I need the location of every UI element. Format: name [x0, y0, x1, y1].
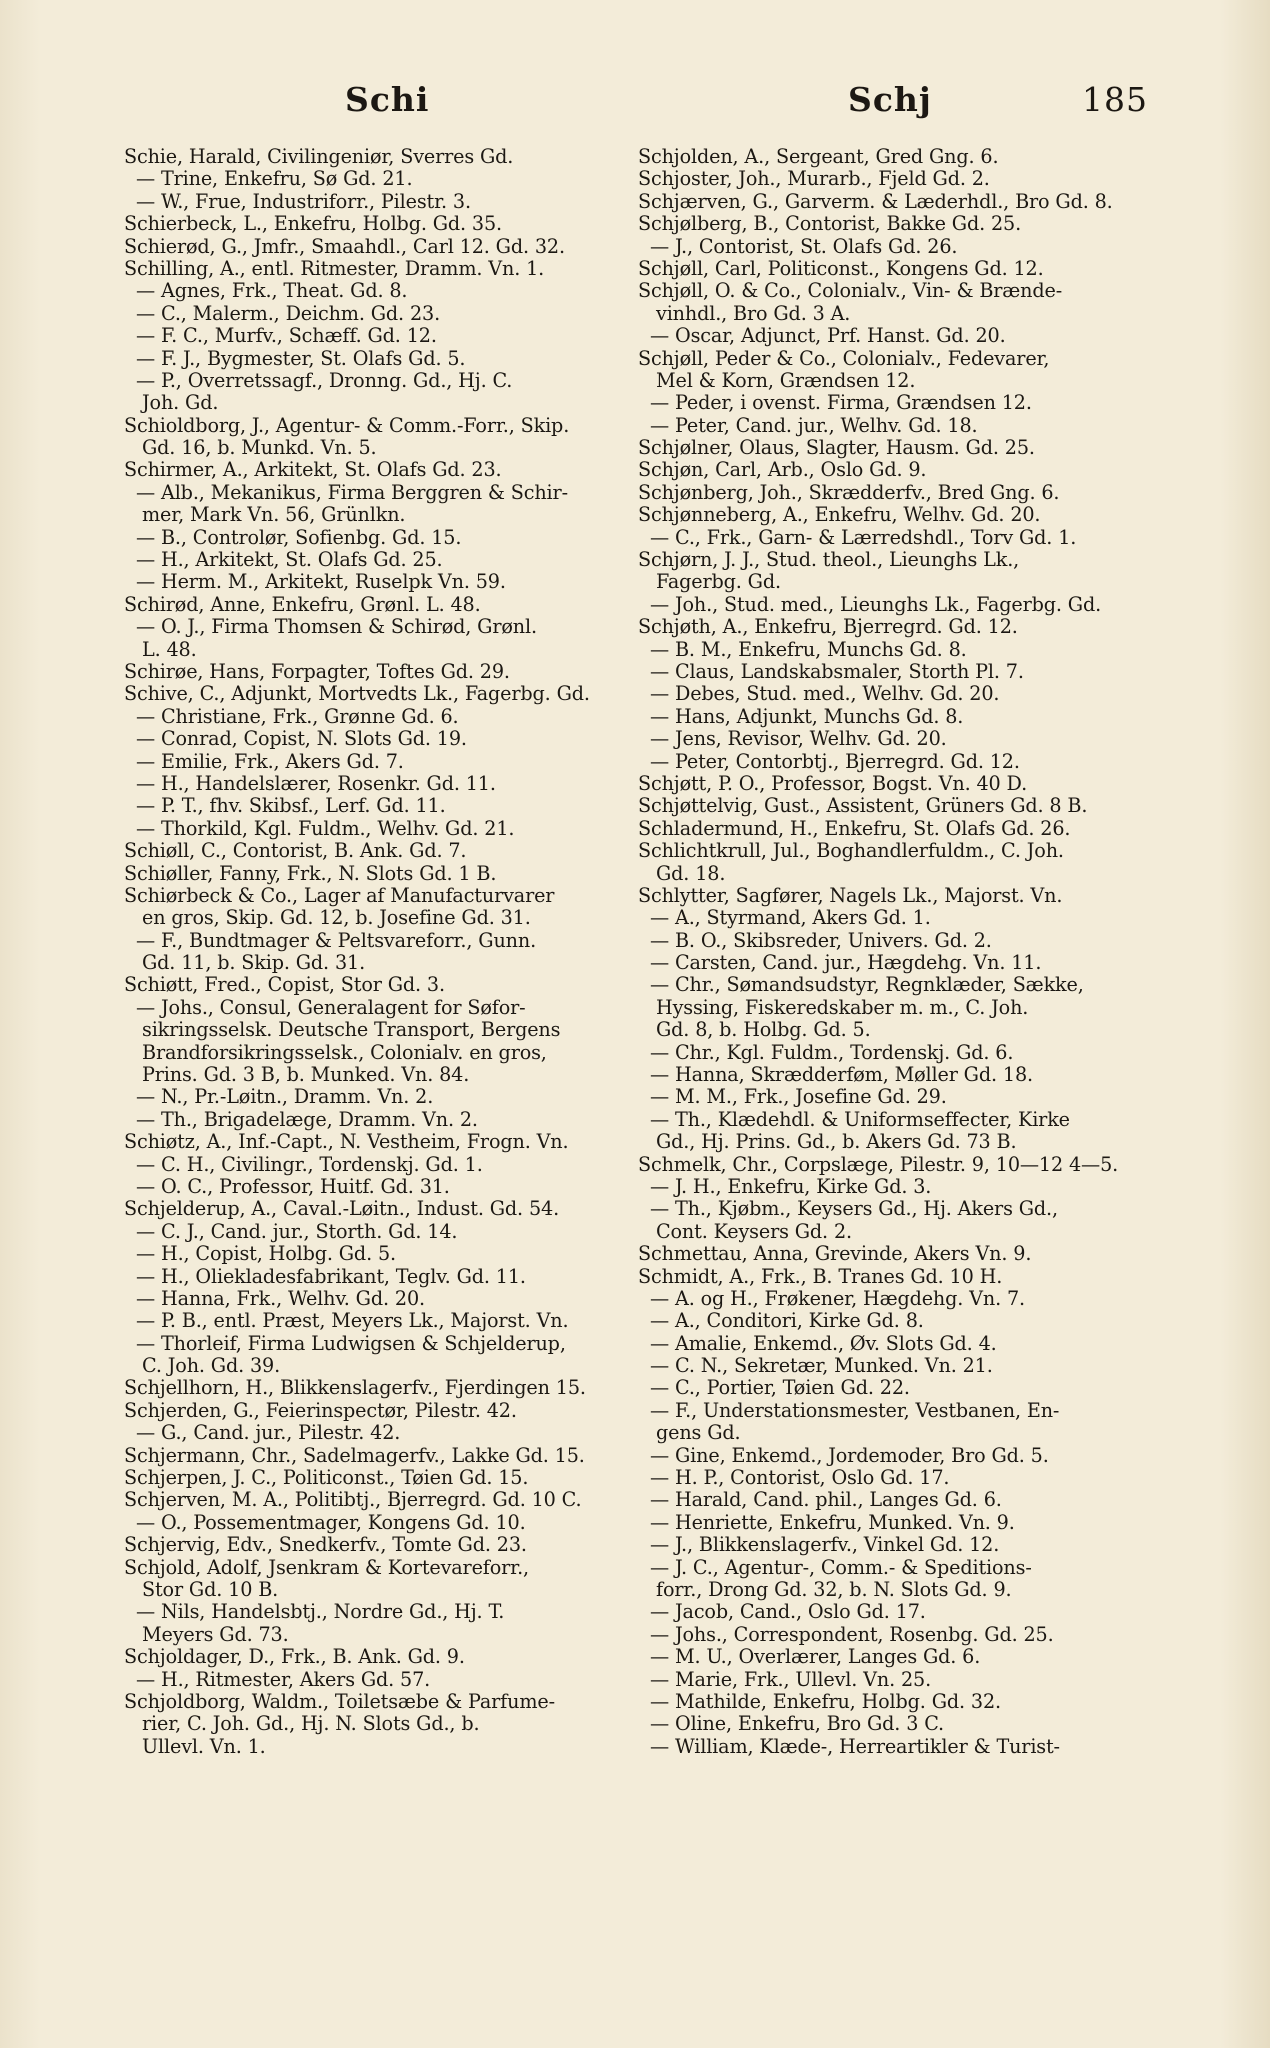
directory-subentry: — Chr., Sømandsudstyr, Regnklæder, Sække,	[650, 974, 1084, 997]
directory-entry: Schiørbeck & Co., Lager af Manufacturvarer	[124, 884, 555, 907]
directory-subentry: — Hanna, Frk., Welhv. Gd. 20.	[136, 1287, 425, 1310]
directory-subentry: — Chr., Kgl. Fuldm., Tordenskj. Gd. 6.	[650, 1041, 1014, 1064]
directory-continuation-line: Gd. 18.	[656, 862, 726, 885]
directory-entry: Schjøttelvig, Gust., Assistent, Grüners Gd. 8 B.	[638, 795, 1088, 818]
directory-entry: Schierbeck, L., Enkefru, Holbg. Gd. 35.	[124, 213, 502, 236]
directory-entry: Schlytter, Sagfører, Nagels Lk., Majorst. Vn.	[638, 884, 1063, 907]
directory-subentry: — H. P., Contorist, Oslo Gd. 17.	[650, 1467, 950, 1490]
directory-continuation-line: Hyssing, Fiskeredskaber m. m., C. Joh.	[656, 996, 1029, 1019]
directory-entry: Schjølner, Olaus, Slagter, Hausm. Gd. 25.	[638, 437, 1035, 460]
directory-subentry: — Th., Brigadelæge, Dramm. Vn. 2.	[136, 1108, 478, 1131]
directory-continuation-line: Ullevl. Vn. 1.	[142, 1735, 266, 1758]
directory-subentry: — Peter, Cand. jur., Welhv. Gd. 18.	[650, 414, 978, 437]
directory-subentry: — P. B., entl. Præst, Meyers Lk., Majorst. Vn.	[136, 1310, 569, 1333]
directory-subentry: — Herm. M., Arkitekt, Ruselpk Vn. 59.	[136, 571, 506, 594]
directory-subentry: — Jens, Revisor, Welhv. Gd. 20.	[650, 728, 947, 751]
directory-entry: Schjelderup, A., Caval.-Løitn., Indust. Gd. 54.	[124, 1198, 560, 1221]
directory-entry: Schjønberg, Joh., Skrædderfv., Bred Gng. 6.	[638, 481, 1060, 504]
directory-subentry: — C., Malerm., Deichm. Gd. 23.	[136, 302, 441, 325]
directory-subentry: — C., Portier, Tøien Gd. 22.	[650, 1377, 910, 1400]
directory-entry: Schjørn, J. J., Stud. theol., Lieunghs Lk.,	[638, 549, 1020, 572]
directory-subentry: — Claus, Landskabsmaler, Storth Pl. 7.	[650, 660, 1024, 683]
directory-subentry: — H., Handelslærer, Rosenkr. Gd. 11.	[136, 772, 496, 795]
directory-subentry: — C. N., Sekretær, Munked. Vn. 21.	[650, 1355, 993, 1378]
directory-subentry: — Johs., Consul, Generalagent for Søfor-	[136, 996, 526, 1019]
running-head-left: Schi	[345, 80, 430, 119]
directory-entry: Schirmer, A., Arkitekt, St. Olafs Gd. 23.	[124, 459, 502, 482]
directory-subentry: — A. og H., Frøkener, Hægdehg. Vn. 7.	[650, 1287, 1025, 1310]
directory-subentry: — H., Oliekladesfabrikant, Teglv. Gd. 11.	[136, 1265, 526, 1288]
directory-subentry: — F., Understationsmester, Vestbanen, En-	[650, 1399, 1060, 1422]
directory-continuation-line: Prins. Gd. 3 B, b. Munked. Vn. 84.	[142, 1064, 470, 1087]
directory-subentry: — F., Bundtmager & Peltsvareforr., Gunn.	[136, 929, 537, 952]
directory-entry: Schierød, G., Jmfr., Smaahdl., Carl 12. Gd. 32.	[124, 235, 565, 258]
directory-continuation-line: Joh. Gd.	[142, 392, 219, 415]
directory-continuation-line: C. Joh. Gd. 39.	[142, 1355, 281, 1378]
directory-subentry: — Marie, Frk., Ullevl. Vn. 25.	[650, 1668, 932, 1691]
directory-continuation-line: en gros, Skip. Gd. 12, b. Josefine Gd. 31.	[142, 907, 531, 930]
directory-entry: Schmettau, Anna, Grevinde, Akers Vn. 9.	[638, 1243, 1032, 1266]
directory-subentry: — J., Blikkenslagerfv., Vinkel Gd. 12.	[650, 1534, 1000, 1557]
directory-entry: Schjølberg, B., Contorist, Bakke Gd. 25.	[638, 213, 1022, 236]
directory-entry: Schjerven, M. A., Politibtj., Bjerregrd. Gd. 10 C.	[124, 1489, 582, 1512]
directory-subentry: — F. J., Bygmester, St. Olafs Gd. 5.	[136, 347, 466, 370]
directory-subentry: — M. U., Overlærer, Langes Gd. 6.	[650, 1646, 981, 1669]
directory-subentry: — Debes, Stud. med., Welhv. Gd. 20.	[650, 683, 1000, 706]
directory-entry: Schjolden, A., Sergeant, Gred Gng. 6.	[638, 146, 999, 168]
directory-subentry: — C. H., Civilingr., Tordenskj. Gd. 1.	[136, 1153, 483, 1176]
directory-subentry: — P., Overretssagf., Dronng. Gd., Hj. C.	[136, 369, 513, 392]
directory-subentry: — Joh., Stud. med., Lieunghs Lk., Fagerbg. Gd.	[650, 593, 1102, 616]
directory-continuation-line: Cont. Keysers Gd. 2.	[656, 1220, 852, 1243]
directory-entry: Schjøll, O. & Co., Colonialv., Vin- & Brænde-	[638, 280, 1063, 303]
directory-subentry: — Hans, Adjunkt, Munchs Gd. 8.	[650, 705, 964, 728]
directory-subentry: — A., Styrmand, Akers Gd. 1.	[650, 907, 931, 930]
directory-entry: Schjermann, Chr., Sadelmagerfv., Lakke Gd. 15.	[124, 1444, 585, 1467]
directory-continuation-line: Mel & Korn, Grændsen 12.	[656, 369, 916, 392]
directory-subentry: — A., Conditori, Kirke Gd. 8.	[650, 1310, 924, 1333]
directory-continuation-line: sikringsselsk. Deutsche Transport, Bergens	[142, 1019, 561, 1042]
directory-subentry: — Trine, Enkefru, Sø Gd. 21.	[136, 168, 413, 191]
directory-subentry: — B. O., Skibsreder, Univers. Gd. 2.	[650, 929, 992, 952]
directory-entry: Schiøll, C., Contorist, B. Ank. Gd. 7.	[124, 840, 467, 863]
directory-entry: Schjønneberg, A., Enkefru, Welhv. Gd. 20.	[638, 504, 1041, 527]
directory-subentry: — G., Cand. jur., Pilestr. 42.	[136, 1422, 401, 1445]
directory-entry: Schladermund, H., Enkefru, St. Olafs Gd. 26.	[638, 817, 1071, 840]
directory-continuation-line: Gd., Hj. Prins. Gd., b. Akers Gd. 73 B.	[656, 1131, 1017, 1154]
directory-subentry: — W., Frue, Industriforr., Pilestr. 3.	[136, 190, 471, 213]
directory-subentry: — Th., Klædehdl. & Uniformseffecter, Kirke	[650, 1108, 1070, 1131]
directory-entry: Schioldborg, J., Agentur- & Comm.-Forr., Skip.	[124, 414, 570, 437]
directory-entry: Schjøn, Carl, Arb., Oslo Gd. 9.	[638, 459, 927, 482]
directory-entry: Schie, Harald, Civilingeniør, Sverres Gd.	[124, 146, 514, 168]
directory-subentry: — N., Pr.-Løitn., Dramm. Vn. 2.	[136, 1086, 434, 1109]
directory-continuation-line: forr., Drong Gd. 32, b. N. Slots Gd. 9.	[656, 1579, 1012, 1601]
directory-entry: Schjervig, Edv., Snedkerfv., Tomte Gd. 23.	[124, 1534, 527, 1557]
directory-subentry: — B., Controlør, Sofienbg. Gd. 15.	[136, 526, 462, 549]
directory-subentry: — O., Possementmager, Kongens Gd. 10.	[136, 1511, 526, 1534]
directory-subentry: — Peter, Contorbtj., Bjerregrd. Gd. 12.	[650, 750, 1020, 773]
directory-entry: Schirød, Anne, Enkefru, Grønl. L. 48.	[124, 593, 481, 616]
directory-subentry: — Hanna, Skrædderføm, Møller Gd. 18.	[650, 1064, 1033, 1087]
directory-continuation-line: vinhdl., Bro Gd. 3 A.	[656, 302, 851, 325]
directory-entry: Schjoster, Joh., Murarb., Fjeld Gd. 2.	[638, 168, 990, 191]
directory-continuation-line: rier, C. Joh. Gd., Hj. N. Slots Gd., b.	[142, 1713, 480, 1736]
directory-subentry: — C. J., Cand. jur., Storth. Gd. 14.	[136, 1220, 458, 1243]
directory-continuation-line: L. 48.	[142, 638, 197, 661]
directory-subentry: — Mathilde, Enkefru, Holbg. Gd. 32.	[650, 1690, 1001, 1713]
directory-subentry: — J. H., Enkefru, Kirke Gd. 3.	[650, 1175, 932, 1198]
directory-subentry: — Thorleif, Firma Ludwigsen & Schjelderup,	[136, 1332, 566, 1355]
directory-subentry: — J. C., Agentur-, Comm.- & Speditions-	[650, 1556, 1032, 1579]
directory-continuation-line: Brandforsikringsselsk., Colonialv. en gros,	[142, 1041, 547, 1064]
directory-entry: Schjøtt, P. O., Professor, Bogst. Vn. 40 D.	[638, 772, 1028, 795]
directory-subentry: — O. J., Firma Thomsen & Schirød, Grønl.	[136, 616, 537, 639]
directory-subentry: — Carsten, Cand. jur., Hægdehg. Vn. 11.	[650, 952, 1042, 975]
directory-subentry: — Johs., Correspondent, Rosenbg. Gd. 25.	[650, 1623, 1054, 1646]
directory-entry: Schjøll, Carl, Politiconst., Kongens Gd. 12.	[638, 257, 1044, 280]
directory-continuation-line: gens Gd.	[656, 1422, 741, 1445]
directory-entry: Schlichtkrull, Jul., Boghandlerfuldm., C. Joh.	[638, 840, 1064, 863]
directory-subentry: — Amalie, Enkemd., Øv. Slots Gd. 4.	[650, 1332, 997, 1355]
directory-subentry: — Gine, Enkemd., Jordemoder, Bro Gd. 5.	[650, 1444, 1049, 1467]
directory-continuation-line: Gd. 11, b. Skip. Gd. 31.	[142, 952, 366, 975]
directory-subentry: — Peder, i ovenst. Firma, Grændsen 12.	[650, 392, 1032, 415]
directory-subentry: — Jacob, Cand., Oslo Gd. 17.	[650, 1601, 926, 1624]
right-column	[638, 146, 1142, 1758]
directory-subentry: — P. T., fhv. Skibsf., Lerf. Gd. 11.	[136, 795, 446, 818]
directory-subentry: — Conrad, Copist, N. Slots Gd. 19.	[136, 728, 467, 751]
directory-subentry: — H., Ritmester, Akers Gd. 57.	[136, 1668, 431, 1691]
directory-subentry: — Oscar, Adjunct, Prf. Hanst. Gd. 20.	[650, 325, 1006, 348]
directory-entry: Schjellhorn, H., Blikkenslagerfv., Fjerdingen 15.	[124, 1377, 586, 1400]
directory-entry: Schjoldager, D., Frk., B. Ank. Gd. 9.	[124, 1646, 465, 1669]
directory-subentry: — Christiane, Frk., Grønne Gd. 6.	[136, 705, 459, 728]
directory-continuation-line: Stor Gd. 10 B.	[142, 1579, 279, 1601]
directory-continuation-line: Meyers Gd. 73.	[142, 1623, 289, 1646]
directory-entry: Schjold, Adolf, Jsenkram & Kortevareforr.,	[124, 1556, 529, 1579]
directory-entry: Schirøe, Hans, Forpagter, Toftes Gd. 29.	[124, 660, 510, 683]
directory-subentry: — H., Arkitekt, St. Olafs Gd. 25.	[136, 549, 443, 572]
directory-entry: Schmelk, Chr., Corpslæge, Pilestr. 9, 10—12 4—5.	[638, 1153, 1119, 1176]
directory-subentry: — Thorkild, Kgl. Fuldm., Welhv. Gd. 21.	[136, 817, 515, 840]
directory-entry: Schjerden, G., Feierinspectør, Pilestr. 42.	[124, 1399, 517, 1422]
directory-subentry: — B. M., Enkefru, Munchs Gd. 8.	[650, 638, 967, 661]
left-column	[124, 146, 624, 1758]
directory-entry: Schjoldborg, Waldm., Toiletsæbe & Parfume-	[124, 1690, 555, 1713]
directory-subentry: — Agnes, Frk., Theat. Gd. 8.	[136, 280, 408, 303]
directory-entry: Schiøtz, A., Inf.-Capt., N. Vestheim, Frogn. Vn.	[124, 1131, 569, 1154]
directory-entry: Schjerpen, J. C., Politiconst., Tøien Gd. 15.	[124, 1467, 529, 1490]
directory-subentry: — Alb., Mekanikus, Firma Berggren & Schir-	[136, 481, 568, 504]
directory-entry: Schiøller, Fanny, Frk., N. Slots Gd. 1 B.	[124, 862, 497, 885]
directory-subentry: — M. M., Frk., Josefine Gd. 29.	[650, 1086, 947, 1109]
directory-subentry: — Emilie, Frk., Akers Gd. 7.	[136, 750, 404, 773]
directory-entry: Schiøtt, Fred., Copist, Stor Gd. 3.	[124, 974, 445, 997]
directory-subentry: — J., Contorist, St. Olafs Gd. 26.	[650, 235, 958, 258]
directory-continuation-line: Fagerbg. Gd.	[656, 571, 781, 594]
directory-subentry: — Nils, Handelsbtj., Nordre Gd., Hj. T.	[136, 1601, 505, 1624]
directory-subentry: — H., Copist, Holbg. Gd. 5.	[136, 1243, 396, 1266]
directory-entry: Schjøll, Peder & Co., Colonialv., Fedevarer,	[638, 347, 1050, 370]
page-number: 185	[1082, 80, 1148, 119]
directory-subentry: — Henriette, Enkefru, Munked. Vn. 9.	[650, 1511, 1015, 1534]
directory-subentry: — Th., Kjøbm., Keysers Gd., Hj. Akers Gd.,	[650, 1198, 1058, 1221]
directory-continuation-line: Gd. 16, b. Munkd. Vn. 5.	[142, 437, 377, 460]
directory-subentry: — Harald, Cand. phil., Langes Gd. 6.	[650, 1489, 1002, 1512]
directory-continuation-line: mer, Mark Vn. 56, Grünlkn.	[142, 504, 406, 527]
directory-continuation-line: Gd. 8, b. Holbg. Gd. 5.	[656, 1019, 871, 1042]
directory-subentry: — William, Klæde-, Herreartikler & Turist-	[650, 1735, 1060, 1758]
directory-subentry: — Oline, Enkefru, Bro Gd. 3 C.	[650, 1713, 945, 1736]
directory-subentry: — C., Frk., Garn- & Lærredshdl., Torv Gd. 1.	[650, 526, 1077, 549]
directory-entry: Schilling, A., entl. Ritmester, Dramm. Vn. 1.	[124, 257, 545, 280]
directory-subentry: — O. C., Professor, Huitf. Gd. 31.	[136, 1175, 450, 1198]
directory-entry: Schmidt, A., Frk., B. Tranes Gd. 10 H.	[638, 1265, 1003, 1288]
directory-entry: Schjærven, G., Garverm. & Læderhdl., Bro Gd. 8.	[638, 190, 1113, 213]
directory-subentry: — F. C., Murfv., Schæff. Gd. 12.	[136, 325, 437, 348]
running-head-right: Schj	[848, 80, 932, 119]
directory-entry: Schjøth, A., Enkefru, Bjerregrd. Gd. 12.	[638, 616, 1018, 639]
directory-entry: Schive, C., Adjunkt, Mortvedts Lk., Fagerbg. Gd.	[124, 683, 590, 706]
